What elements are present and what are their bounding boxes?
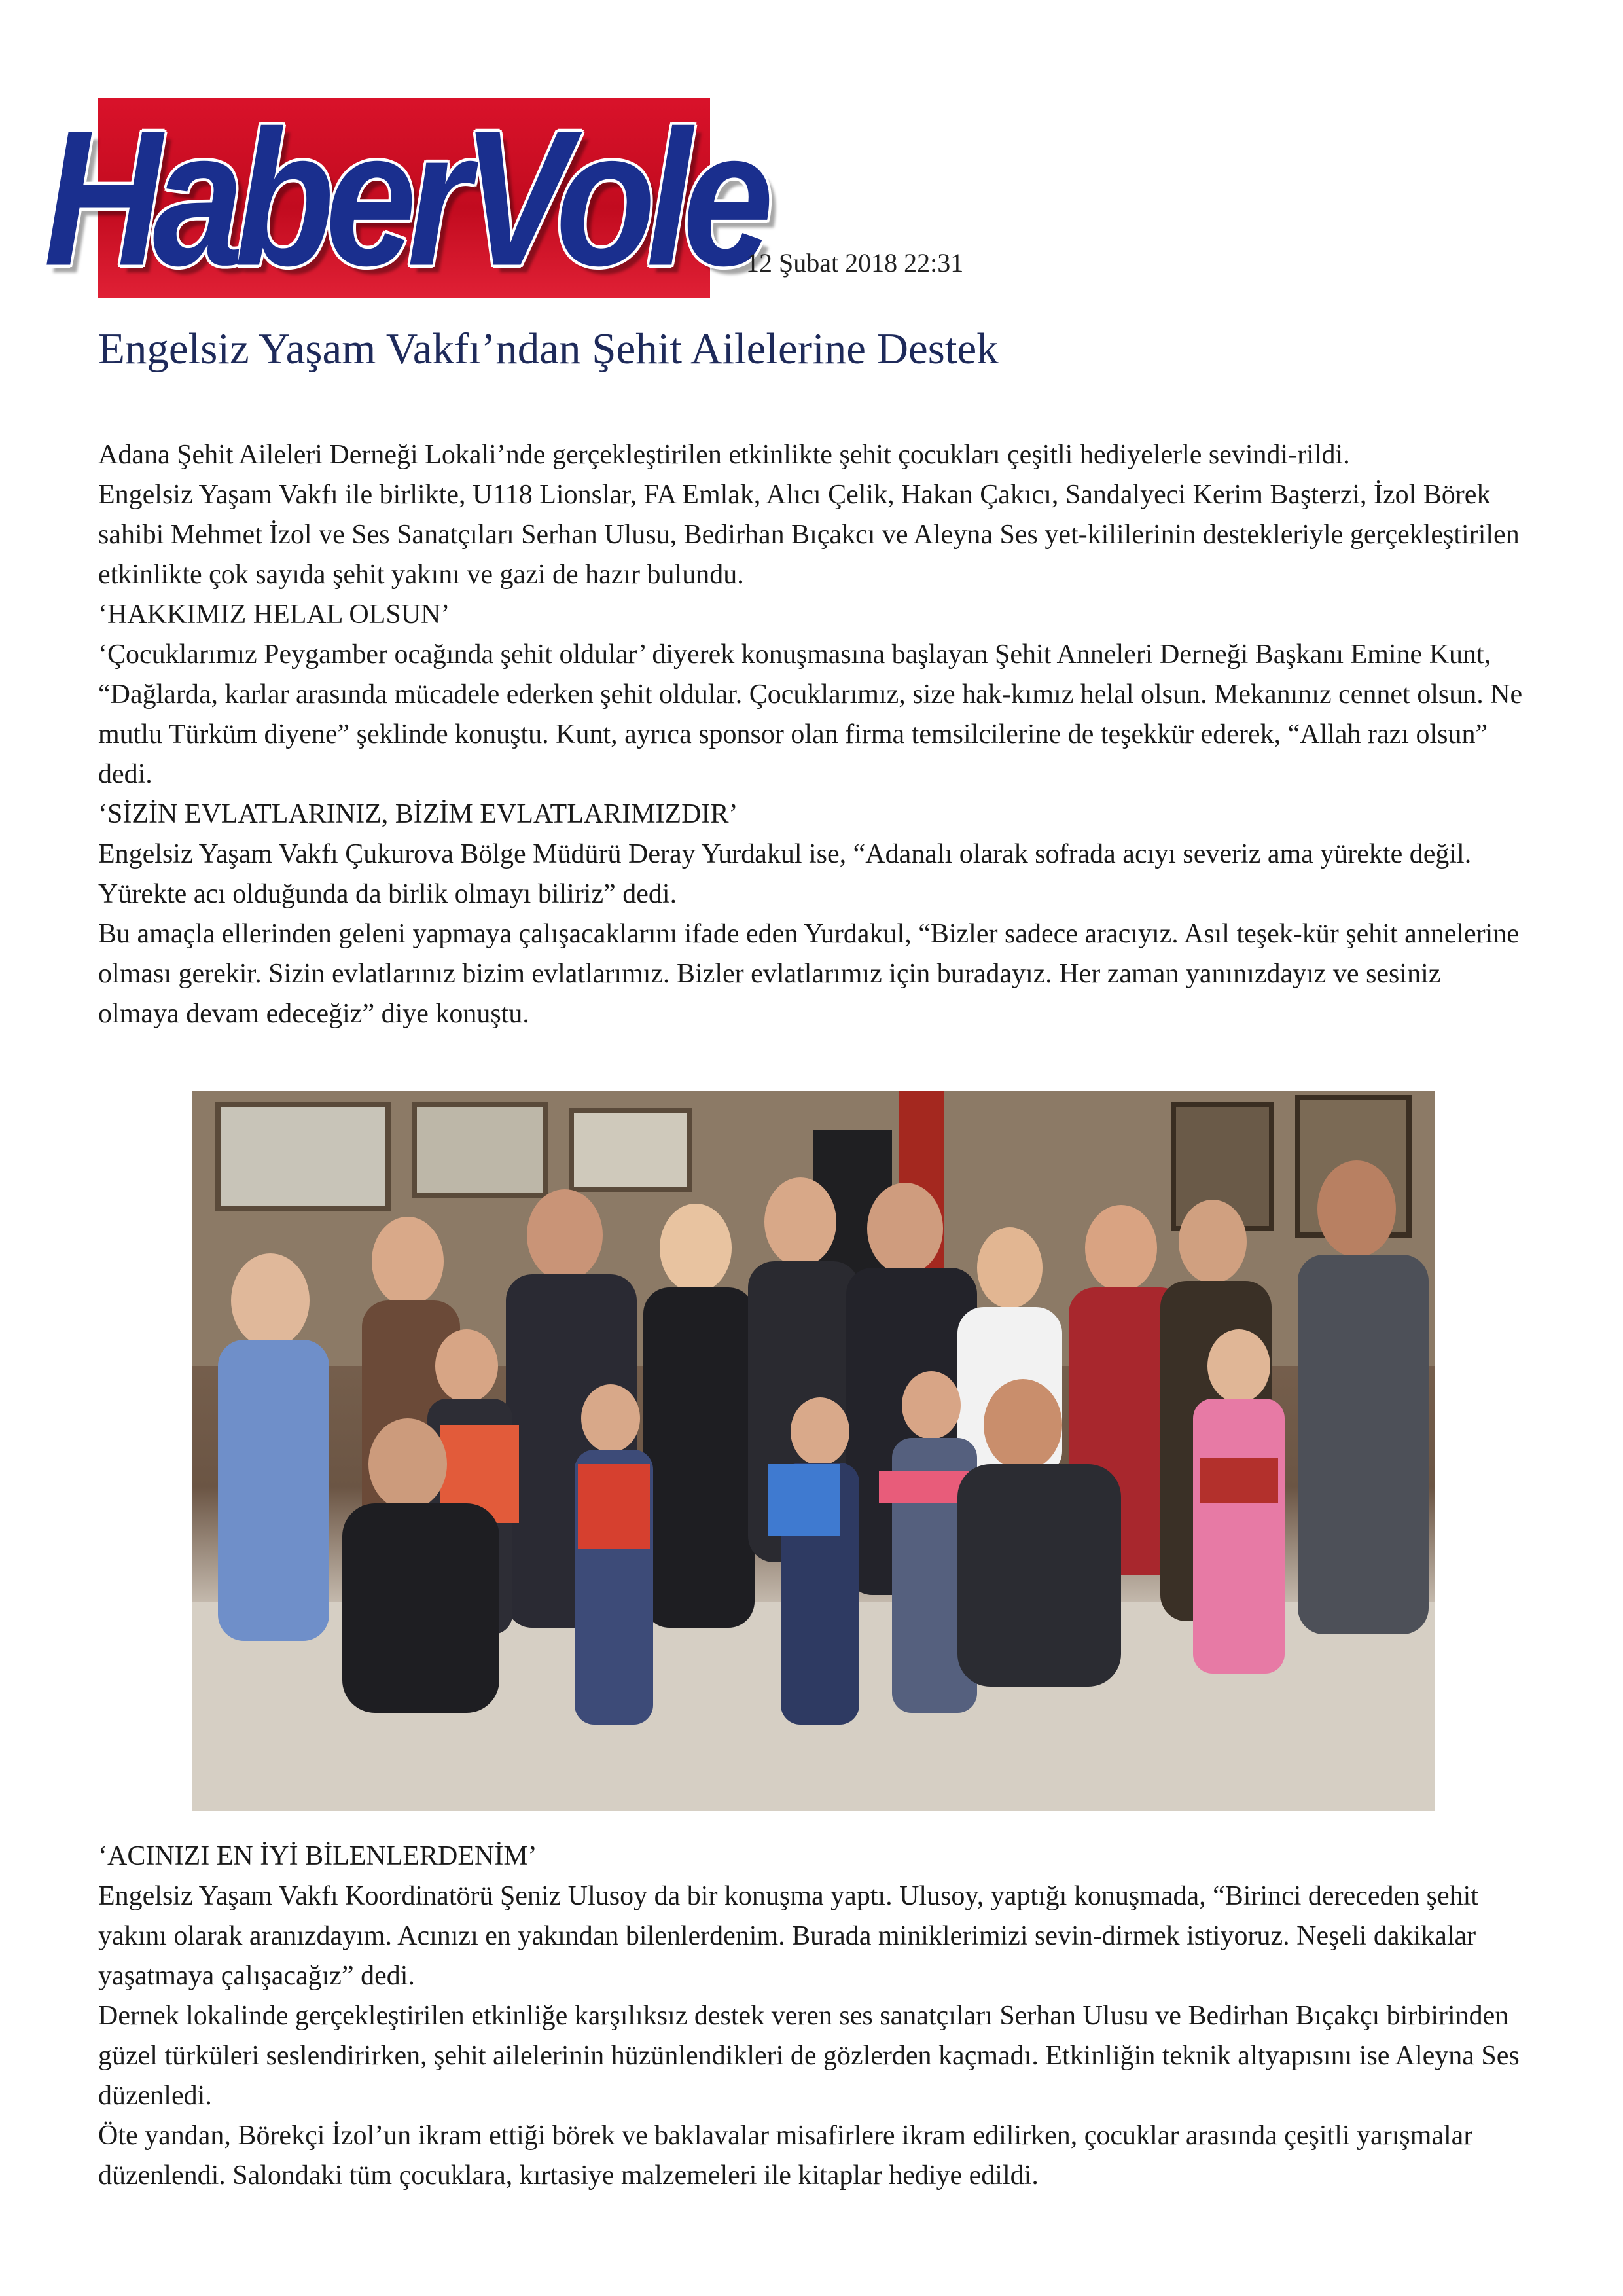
logo-text: HaberVole xyxy=(43,90,765,306)
paragraph: Bu amaçla ellerinden geleni yapmaya çalışacaklarını ifade eden Yurdakul, “Bizler sadece aracıyız. Asıl teşek-kür şehit annelerine olması gerekir. Sizin evlatlarınız bizim evlatlarımız. Bizler evlatlarımız için buradayız. Her zaman yanınızdayız ve sesiniz olmaya devam edeceğiz” diye konuştu. xyxy=(98,919,1519,1029)
article-body-top xyxy=(98,435,1525,1034)
group-photo-illustration xyxy=(192,1091,1435,1811)
paragraph: ‘Çocuklarımız Peygamber ocağında şehit oldular’ diyerek konuşmasına başlayan Şehit Anneleri Derneği Başkanı Emine Kunt, “Dağlarda, karlar arasında mücadele ederken şehit oldular. Çocuklarımız, size hak-kımız helal olsun. Mekanınız cennet olsun. Ne mutlu Türküm diyene” şeklinde konuştu. Kunt, ayrıca sponsor olan firma temsilcilerine de teşekkür ederek, “Allah razı olsun” dedi. xyxy=(98,639,1523,789)
paragraph: Engelsiz Yaşam Vakfı Çukurova Bölge Müdürü Deray Yurdakul ise, “Adanalı olarak sofrada acıyı severiz ama yürekte değil. Yürekte acı olduğunda da birlik olmayı biliriz” dedi. xyxy=(98,839,1472,909)
publish-date: 12 Şubat 2018 22:31 xyxy=(746,248,964,278)
article-body-bottom xyxy=(98,1837,1525,2196)
subheading: ‘SİZİN EVLATLARINIZ, BİZİM EVLATLARIMIZDIR’ xyxy=(98,799,738,829)
group-photo xyxy=(192,1091,1435,1811)
habervole-logo[interactable] xyxy=(43,90,765,306)
paragraph: Dernek lokalinde gerçekleştirilen etkinliğe karşılıksız destek veren ses sanatçıları Serhan Ulusu ve Bedirhan Bıçakçı birbirinden güzel türküleri seslendirirken, şehit ailelerinin hüzünlendikleri de gözlerden kaçmadı. Etkinliğin teknik altyapısını ise Aleyna Ses düzenledi. xyxy=(98,2001,1520,2111)
article-title: Engelsiz Yaşam Vakfı’ndan Şehit Ailelerine Destek xyxy=(98,325,999,373)
paragraph: Öte yandan, Börekçi İzol’un ikram ettiği börek ve baklavalar misafirlere ikram edilirken, çocuklar arasında çeşitli yarışmalar düzenlendi. Salondaki tüm çocuklara, kırtasiye malzemeleri ile kitaplar hediye edildi. xyxy=(98,2121,1473,2191)
paragraph: Engelsiz Yaşam Vakfı Koordinatörü Şeniz Ulusoy da bir konuşma yaptı. Ulusoy, yaptığı konuşmada, “Birinci dereceden şehit yakını olarak aranızdayım. Acınızı en yakından bilenlerdenim. Burada miniklerimizi sevin-dirmek istiyoruz. Neşeli dakikalar yaşatmaya çalışacağız” dedi. xyxy=(98,1881,1478,1991)
paragraph: Adana Şehit Aileleri Derneği Lokali’nde gerçekleştirilen etkinlikte şehit çocukları çeşitli hediyelerle sevindi-rildi. xyxy=(98,440,1350,470)
subheading: ‘HAKKIMIZ HELAL OLSUN’ xyxy=(98,600,450,630)
subheading: ‘ACINIZI EN İYİ BİLENLERDENİM’ xyxy=(98,1841,537,1871)
paragraph: Engelsiz Yaşam Vakfı ile birlikte, U118 Lionslar, FA Emlak, Alıcı Çelik, Hakan Çakıcı, Sandalyeci Kerim Başterzi, İzol Börek sahibi Mehmet İzol ve Ses Sanatçıları Serhan Ulusu, Bedirhan Bıçakcı ve Aleyna Ses yet-kililerinin destekleriyle gerçekleştirilen etkinlikte çok sayıda şehit yakını ve gazi de hazır bulundu. xyxy=(98,480,1520,590)
